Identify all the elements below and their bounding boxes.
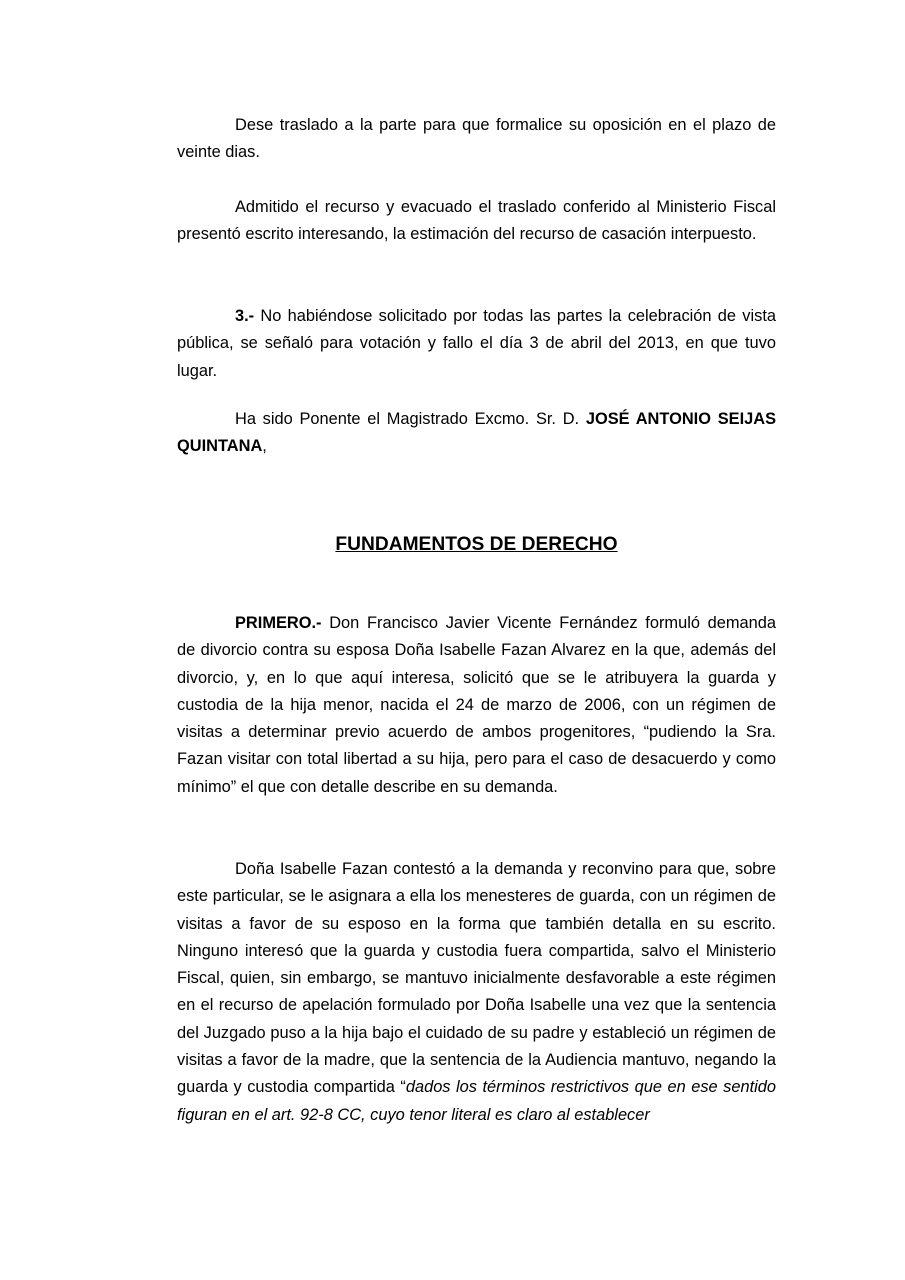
paragraph-isabelle bbox=[177, 856, 776, 1129]
paragraph-text bbox=[177, 856, 776, 1129]
paragraph-3 bbox=[177, 303, 776, 385]
paragraph-primero bbox=[177, 610, 776, 801]
paragraph-text: Admitido el recurso y evacuado el traslado conferido al Ministerio Fiscal presentó escrito interesando, la estimación del recurso de casación interpuesto. bbox=[177, 198, 776, 244]
paragraph-body: Doña Isabelle Fazan contestó a la demanda y reconvino para que, sobre este particular, se le asignara a ella los menesteres de guarda, con un régimen de visitas a favor de su esposo en la forma que también detalla en su escrito. Ninguno interesó que la guarda y custodia fuera compartida, salvo el Ministerio Fiscal, quien, sin embargo, se mantuvo inicialmente desfavorable a este régimen en el recurso de apelación formulado por Doña Isabelle una vez que la sentencia del Juzgado puso a la hija bajo el cuidado de su padre y estableció un régimen de visitas a favor de la madre, que la sentencia de la Audiencia mantuvo, negando la guarda y custodia compartida “ bbox=[177, 860, 776, 1097]
paragraph-body: No habiéndose solicitado por todas las partes la celebración de vista pública, se señaló para votación y fallo el día 3 de abril del 2013, en que tuvo lugar. bbox=[177, 307, 776, 380]
paragraph-text bbox=[177, 303, 776, 385]
paragraph-ponente bbox=[177, 406, 776, 461]
paragraph-body: Don Francisco Javier Vicente Fernández formuló demanda de divorcio contra su esposa Doña Isabelle Fazan Alvarez en la que, además del divorcio, y, en lo que aquí interesa, solicitó que se le atribuyera la guarda y custodia de la hija menor, nacida el 24 de marzo de 2006, con un régimen de visitas a determinar previo acuerdo de ambos progenitores, “pudiendo la Sra. Fazan visitar con total libertad a su hija, pero para el caso de desacuerdo y como mínimo” el que con detalle describe en su demanda. bbox=[177, 614, 776, 796]
paragraph-text: Dese traslado a la parte para que formalice su oposición en el plazo de veinte dias. bbox=[177, 116, 776, 162]
section-heading: FUNDAMENTOS DE DERECHO bbox=[335, 534, 618, 555]
paragraph-text bbox=[177, 610, 776, 801]
ponente-prefix: Ha sido Ponente el Magistrado Excmo. Sr. D. bbox=[235, 410, 586, 428]
paragraph-number: 3.- bbox=[235, 307, 255, 325]
paragraph-text bbox=[177, 406, 776, 461]
ponente-name: JOSÉ ANTONIO SEIJAS QUINTANA bbox=[177, 410, 777, 456]
paragraph-traslado bbox=[177, 112, 776, 167]
paragraph-quote: dados los términos restrictivos que en ese sentido figuran en el art. 92-8 CC, cuyo tenor literal es claro al establecer bbox=[177, 1078, 777, 1124]
ponente-suffix: , bbox=[262, 437, 267, 456]
paragraph-admitido bbox=[177, 194, 776, 249]
paragraph-label: PRIMERO.- bbox=[235, 614, 322, 632]
